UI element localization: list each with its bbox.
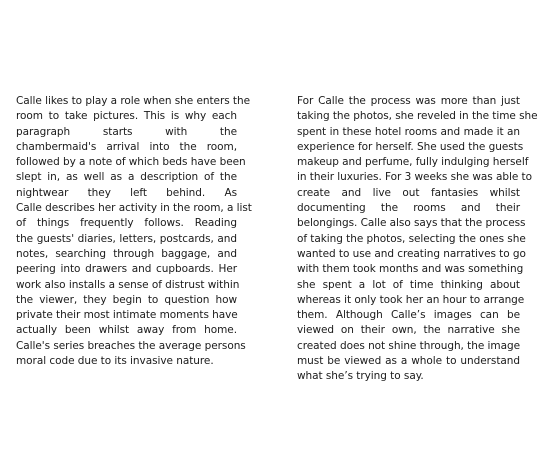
text-line: she spent a lot of time thinking about [297,278,520,291]
text-line: of things frequently follows. Reading [16,217,237,230]
text-line: slept in, as well as a description of the [16,171,237,184]
text-line: create and live out fantasies whilst [297,186,520,199]
text-line: belongings. Calle also says that the process [297,217,526,230]
text-line: them. Although Calle’s images can be [297,309,520,322]
text-line: nightwear they left behind. As [16,186,237,199]
text-line: whereas it only took her an hour to arrange [297,293,525,306]
text-line: Calle describes her activity in the room, a list [16,202,252,215]
text-line: makeup and perfume, fully indulging herself [297,156,529,169]
text-line: taking the photos, she reveled in the time she [297,110,538,123]
left-text-column [16,94,252,369]
text-line: peering into drawers and cupboards. Her [16,263,237,276]
text-line: Calle's series breaches the average persons [16,339,246,352]
text-line: of taking the photos, selecting the ones she [297,232,526,245]
text-line: notes, searching through baggage, and [16,247,237,260]
text-line: room to take pictures. This is why each [16,110,237,123]
text-line: wanted to use and creating narratives to go [297,247,526,260]
text-line: created does not shine through, the image [297,339,520,352]
text-line: experience for herself. She used the guests [297,140,524,153]
text-line: in their luxuries. For 3 weeks she was able to [297,171,532,184]
right-text-column [297,94,538,385]
text-line: actually been whilst away from home. [16,324,237,337]
text-line: paragraph starts with the [16,125,237,138]
text-line: documenting the rooms and their [297,202,520,215]
text-line: must be viewed as a whole to understand [297,355,520,368]
text-line: spent in these hotel rooms and made it an [297,125,520,138]
text-line: moral code due to its invasive nature. [16,355,214,368]
text-line: with them took months and was something [297,263,524,276]
text-line: work also installs a sense of distrust within [16,278,240,291]
text-line: private their most intimate moments have [16,309,238,322]
text-line: For Calle the process was more than just [297,95,520,107]
text-line: the viewer, they begin to question how [16,293,237,306]
text-line: Calle likes to play a role when she enters the [16,95,251,107]
text-line: chambermaid's arrival into the room, [16,140,237,153]
text-line: what she’s trying to say. [297,370,424,383]
text-line: followed by a note of which beds have been [16,156,246,169]
text-line: viewed on their own, the narrative she [297,324,520,337]
text-line: the guests' diaries, letters, postcards, and [16,232,237,245]
